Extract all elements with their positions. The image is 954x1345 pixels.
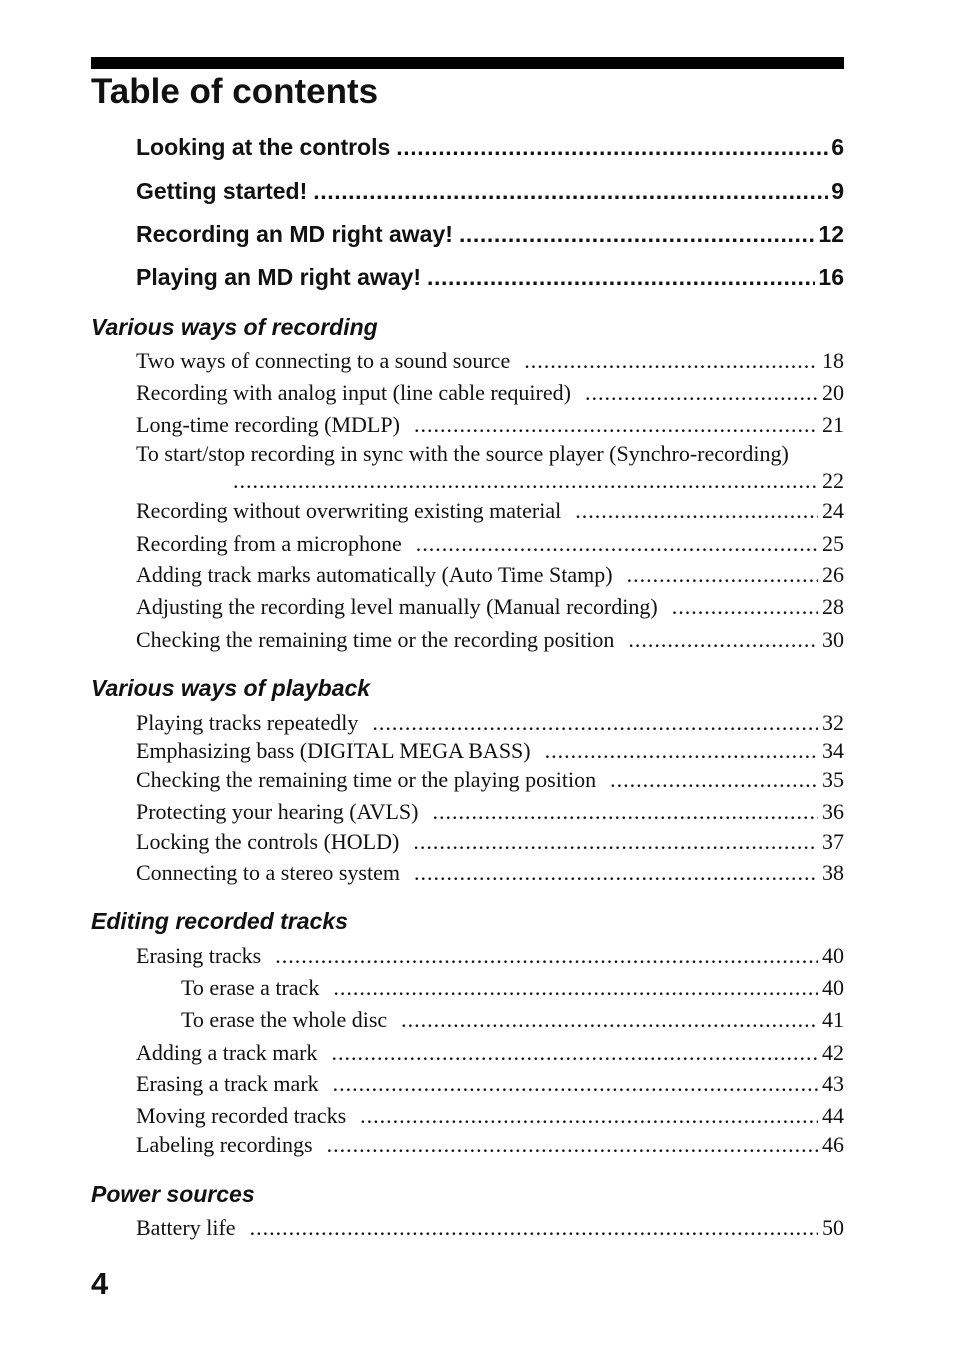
toc-entry-label: Getting started! [136,178,308,204]
leader-dots [627,562,818,588]
toc-entry-label: Recording from a microphone [136,531,402,556]
toc-entry-playing-md[interactable] [136,263,844,291]
toc-entry-page: 46 [822,1132,844,1157]
toc-entry-continuation[interactable] [233,468,844,494]
toc-entry-label: Labeling recordings [136,1132,313,1157]
toc-entry-page: 40 [822,975,844,1000]
toc-entry-page: 24 [822,498,844,523]
leader-dots [545,738,818,764]
leader-dots [524,348,818,374]
leader-dots [413,829,818,855]
leader-dots [416,531,818,557]
toc-entry-looking-at-controls[interactable] [136,133,844,161]
toc-entry-page: 43 [822,1071,844,1096]
toc-entry-label: Checking the remaining time or the playing position [136,767,597,792]
toc-entry-page: 12 [818,221,844,247]
toc-entry-label: Adding a track mark [136,1040,318,1065]
toc-entry-page: 26 [822,562,844,587]
toc-entry-label: To erase the whole disc [181,1007,388,1032]
page-number: 4 [91,1266,109,1301]
leader-dots [585,380,818,406]
leader-dots [331,1040,818,1066]
toc-entry[interactable] [136,710,844,736]
toc-entry[interactable] [136,412,844,438]
leader-dots [414,412,818,438]
toc-entry-label: Connecting to a stereo system [136,860,400,885]
toc-entry-label: To erase a track [181,975,320,1000]
toc-entry-page: 38 [822,860,844,885]
toc-entry-recording-md[interactable] [136,220,844,248]
toc-entry-label: Recording with analog input (line cable required) [136,380,571,405]
toc-entry-page: 42 [822,1040,844,1065]
toc-entry-page: 6 [831,134,844,160]
toc-entry-label: Locking the controls (HOLD) [136,829,400,854]
toc-entry[interactable] [136,498,844,524]
toc-entry-label: Adjusting the recording level manually (Manual recording) [136,594,658,619]
toc-entry[interactable] [136,943,844,969]
toc-entry[interactable] [136,348,844,374]
leader-dots [333,975,818,1001]
section-heading-power: Power sources [91,1181,255,1207]
toc-entry-page: 28 [822,594,844,619]
toc-entry[interactable] [136,1071,844,1097]
toc-entry[interactable] [136,1040,844,1066]
toc-entry[interactable] [136,1215,844,1241]
leader-dots [233,468,818,494]
toc-entry-page: 18 [822,348,844,373]
toc-entry[interactable] [136,562,844,588]
toc-entry-page: 50 [822,1215,844,1240]
toc-entry-label: Erasing tracks [136,943,262,968]
leader-dots [610,767,818,793]
toc-entry[interactable] [136,799,844,825]
toc-entry-label: Battery life [136,1215,236,1240]
leader-dots [327,1132,818,1158]
leader-dots [414,860,818,886]
header-rule [91,57,844,69]
toc-entry-label: Two ways of connecting to a sound source [136,348,511,373]
toc-entry-label: Recording without overwriting existing material [136,498,562,523]
toc-entry-label: Protecting your hearing (AVLS) [136,799,419,824]
toc-entry-page: 22 [822,468,844,493]
section-heading-editing: Editing recorded tracks [91,908,348,934]
leader-dots [275,943,818,969]
toc-entry-label: Emphasizing bass (DIGITAL MEGA BASS) [136,738,531,763]
leader-dots [360,1103,818,1129]
toc-entry-page: 16 [818,264,844,290]
toc-entry-page: 44 [822,1103,844,1128]
toc-entry-label: Adding track marks automatically (Auto Time Stamp) [136,562,613,587]
toc-entry-page: 41 [822,1007,844,1032]
leader-dots [628,627,818,653]
toc-entry-page: 40 [822,943,844,968]
toc-subentry[interactable] [181,1007,844,1033]
leader-dots [372,710,818,736]
leader-dots [401,1007,818,1033]
toc-entry-page: 37 [822,829,844,854]
toc-entry-label: Erasing a track mark [136,1071,319,1096]
toc-entry-page: 30 [822,627,844,652]
page-title: Table of contents [91,72,379,111]
section-heading-recording: Various ways of recording [91,314,378,340]
toc-entry-label: Checking the remaining time or the recording position [136,627,615,652]
leader-dots [575,498,818,524]
toc-entry-page: 20 [822,380,844,405]
toc-entry-label: Looking at the controls [136,134,391,160]
toc-entry-page: 21 [822,412,844,437]
leader-dots [433,799,819,825]
toc-entry-label: Long-time recording (MDLP) [136,412,400,437]
toc-entry-page: 32 [822,710,844,735]
leader-dots [427,263,815,291]
toc-entry-label[interactable]: To start/stop recording in sync with the source player (Synchro-recording) [136,441,789,466]
toc-entry-page: 36 [822,799,844,824]
leader-dots [333,1071,818,1097]
toc-entry-label: Playing tracks repeatedly [136,710,359,735]
toc-entry[interactable] [136,594,844,620]
leader-dots [672,594,818,620]
toc-entry[interactable] [136,531,844,557]
toc-entry-page: 9 [831,178,844,204]
toc-entry-label: Playing an MD right away! [136,264,421,290]
toc-entry-label: Moving recorded tracks [136,1103,347,1128]
toc-entry-page: 25 [822,531,844,556]
section-heading-playback: Various ways of playback [91,675,371,701]
leader-dots [250,1215,818,1241]
toc-entry[interactable] [136,1132,844,1158]
toc-subentry[interactable] [181,975,844,1001]
toc-entry[interactable] [136,380,844,406]
leader-dots [396,133,828,161]
toc-entry[interactable] [136,627,844,653]
toc-entry-page: 34 [822,738,844,763]
toc-entry-getting-started[interactable] [136,177,844,205]
toc-entry[interactable] [136,1103,844,1129]
leader-dots [459,220,815,248]
toc-entry[interactable] [136,767,844,793]
toc-entry-page: 35 [822,767,844,792]
toc-entry[interactable] [136,738,844,764]
toc-entry[interactable] [136,860,844,886]
toc-entry[interactable] [136,829,844,855]
leader-dots [313,177,828,205]
toc-entry-label: Recording an MD right away! [136,221,453,247]
